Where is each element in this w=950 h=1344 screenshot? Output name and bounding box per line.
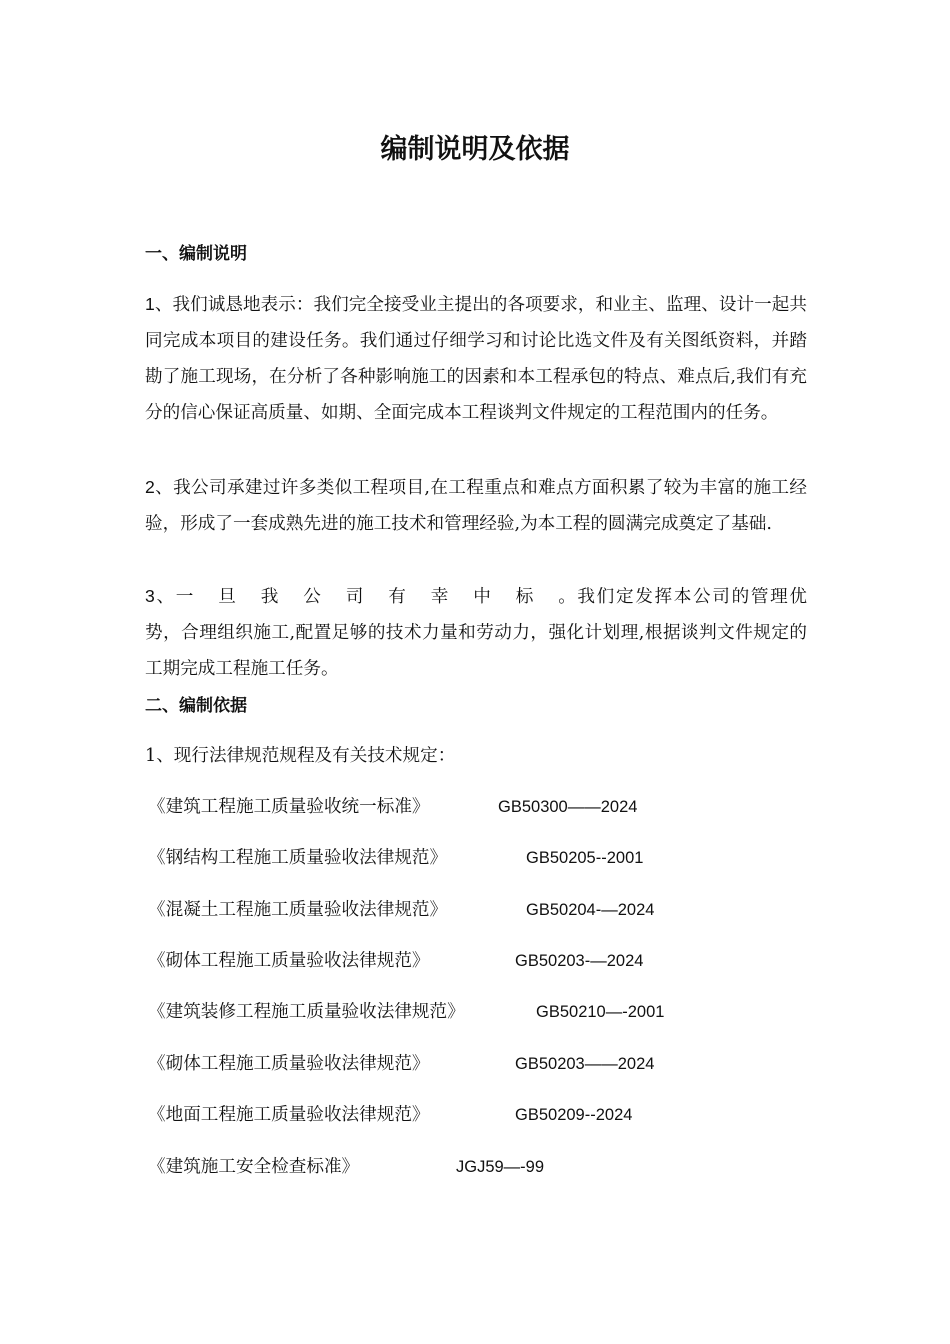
standard-name: 《砌体工程施工质量验收法律规范》	[148, 1054, 430, 1074]
standard-name: 《建筑施工安全检查标准》	[148, 1157, 360, 1177]
paragraph-3	[145, 578, 807, 687]
section2-intro: 1、现行法律规范规程及有关技术规定：	[145, 746, 456, 766]
paragraph-3-num: 3、	[145, 586, 176, 606]
paragraph-1-num: 1、	[145, 294, 173, 314]
spread-char: 司	[345, 587, 373, 607]
spread-char: 。	[558, 587, 576, 607]
spread-char: 幸	[430, 587, 458, 607]
standard-code: GB50300——2024	[498, 798, 638, 816]
standard-name: 《地面工程施工质量验收法律规范》	[148, 1105, 430, 1125]
paragraph-2-num: 2、	[145, 477, 174, 497]
section1-heading: 一、编制说明	[145, 244, 247, 264]
spread-char: 标	[515, 587, 543, 607]
standard-name: 《建筑装修工程施工质量验收法律规范》	[148, 1002, 465, 1022]
paragraph-2-text: 我公司承建过许多类似工程项目,在工程重点和难点方面积累了较为丰富的施工经验，形成了一套成熟先进的施工技术和管理经验,为本工程的圆满完成奠定了基础.	[145, 478, 807, 534]
spread-char: 公	[303, 587, 331, 607]
paragraph-2	[145, 469, 807, 542]
standard-name: 《混凝土工程施工质量验收法律规范》	[148, 900, 448, 920]
paragraph-1	[145, 286, 807, 431]
paragraph-3-text: 我们定发挥本公司的管理优势，合理组织施工,配置足够的技术力量和劳动力，强化计划理,根据谈判文件规定的工期完成工程施工任务。	[145, 587, 807, 679]
standard-code: GB50205--2001	[526, 849, 644, 867]
standard-code: GB50210—-2001	[536, 1003, 665, 1021]
standard-code: GB50203-—2024	[515, 952, 644, 970]
spread-char: 旦	[218, 587, 246, 607]
spread-char: 中	[473, 587, 501, 607]
page-title: 编制说明及依据	[380, 134, 570, 165]
section2-heading: 二、编制依据	[145, 696, 247, 716]
standard-name: 《建筑工程施工质量验收统一标准》	[148, 797, 430, 817]
standard-code: JGJ59—-99	[456, 1158, 545, 1176]
standard-code: GB50204-—2024	[526, 901, 655, 919]
standard-code: GB50209--2024	[515, 1106, 633, 1124]
paragraph-1-text: 我们诚恳地表示：我们完全接受业主提出的各项要求，和业主、监理、设计一起共同完成本项目的建设任务。我们通过仔细学习和讨论比选文件及有关图纸资料，并踏勘了施工现场，在分析了各种影响施工的因素和本工程承包的特点、难点后,我们有充分的信心保证高质量、如期、全面完成本工程谈判文件规定的工程范围内的任务。	[145, 295, 807, 423]
standard-name: 《钢结构工程施工质量验收法律规范》	[148, 848, 448, 868]
spread-char: 我	[260, 587, 288, 607]
standard-code: GB50203——2024	[515, 1055, 655, 1073]
standard-name: 《砌体工程施工质量验收法律规范》	[148, 951, 430, 971]
spread-char: 有	[388, 587, 416, 607]
paragraph-3-spread	[176, 579, 576, 615]
spread-char: 一	[175, 587, 203, 607]
